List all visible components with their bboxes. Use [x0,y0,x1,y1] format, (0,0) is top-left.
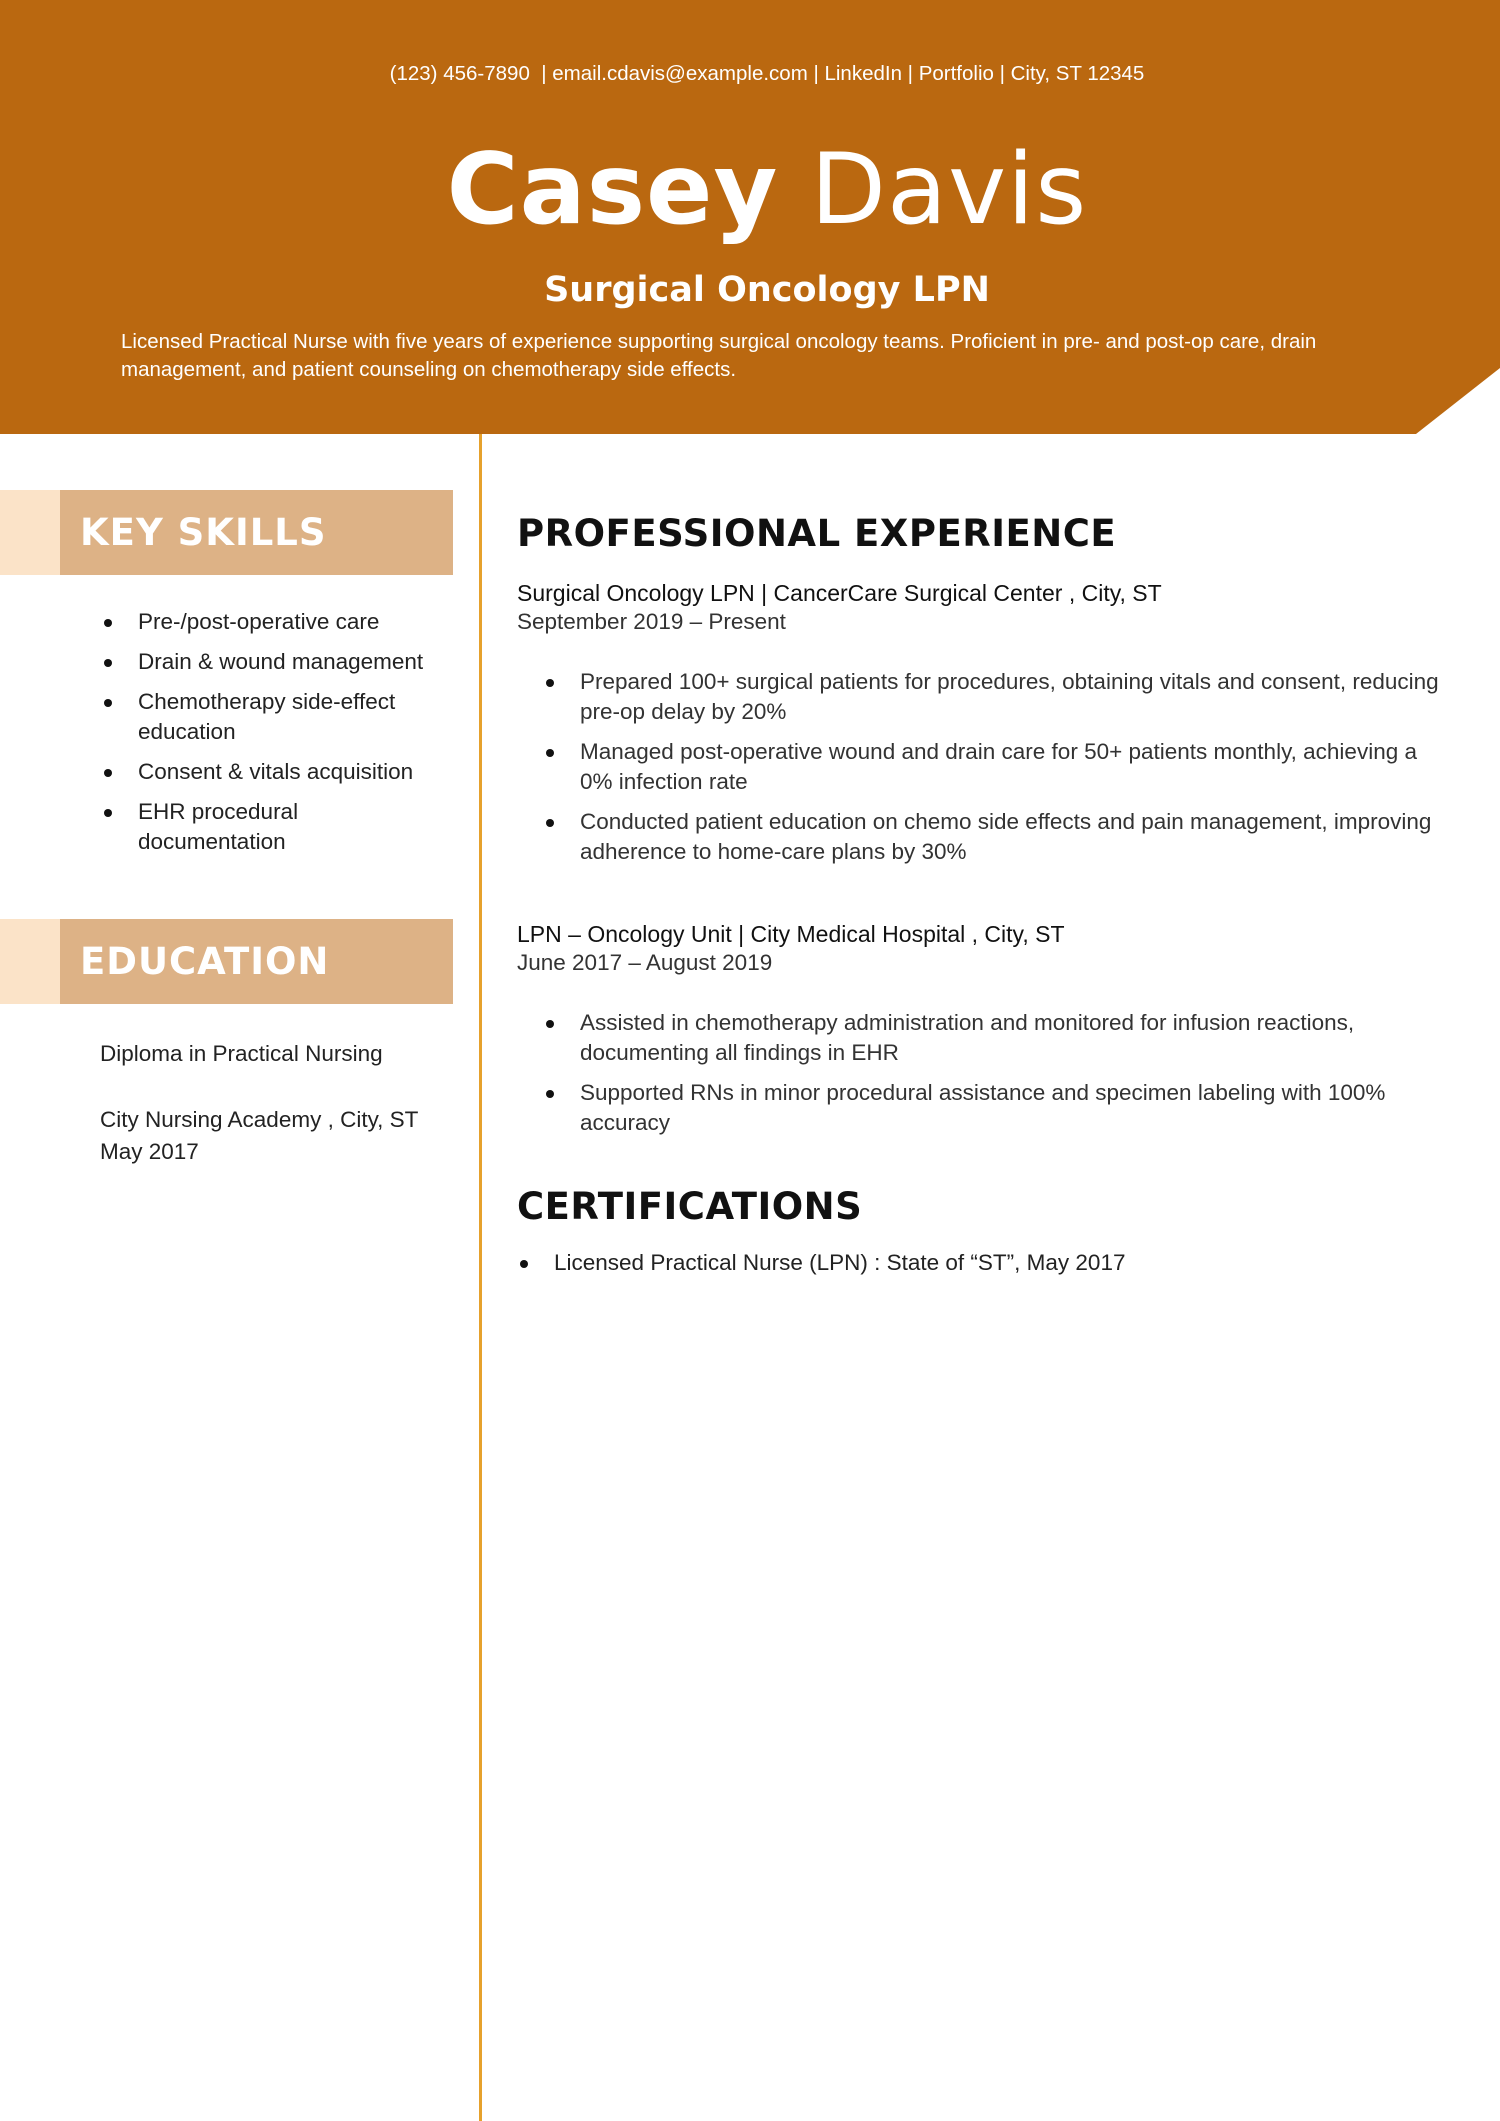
experience-heading: PROFESSIONAL EXPERIENCE [517,512,1117,555]
job-bullet: Assisted in chemotherapy administration and monitored for infusion reactions, documenting all findings in EHR [543,1008,1443,1068]
skills-list [98,607,458,867]
header-banner [0,0,1500,434]
skills-heading: KEY SKILLS [60,490,453,575]
job-dates: June 2017 – August 2019 [517,950,773,975]
education-degree: Diploma in Practical Nursing [100,1041,383,1066]
job-bullets [543,1008,1443,1148]
summary: Licensed Practical Nurse with five years of experience supporting surgical oncology teams. Proficient in pre- and post-op care, drain management, and patient counseling on chemotherapy side effects. [121,330,1317,381]
contact-line: (123) 456-7890 | email.cdavis@example.com | LinkedIn | Portfolio | City, ST 12345 [389,62,1145,85]
job-bullets [543,667,1443,877]
skill-item: EHR procedural documentation [98,797,358,857]
certification-item: Licensed Practical Nurse (LPN) : State of “ST”, May 2017 [517,1248,1417,1278]
job-bullet: Managed post-operative wound and drain care for 50+ patients monthly, achieving a 0% infection rate [543,737,1443,797]
job-bullet: Prepared 100+ surgical patients for procedures, obtaining vitals and consent, reducing pre-op delay by 20% [543,667,1443,727]
job-title: Surgical Oncology LPN | CancerCare Surgical Center , City, ST [517,580,1162,606]
education-school: City Nursing Academy , City, ST [100,1107,419,1132]
column-divider [479,434,482,2121]
certifications-list [517,1248,1417,1278]
candidate-name [0,130,1500,250]
first-name: Casey [446,133,779,247]
skill-item: Consent & vitals acquisition [98,757,458,787]
education-heading: EDUCATION [60,919,453,1004]
job-bullet: Supported RNs in minor procedural assistance and specimen labeling with 100% accuracy [543,1078,1443,1138]
job-dates: September 2019 – Present [517,609,786,634]
skills-heading-tab [0,490,60,575]
skill-item: Drain & wound management [98,647,458,677]
role-title: Surgical Oncology LPN [544,270,990,310]
skill-item: Pre-/post-operative care [98,607,458,637]
job-title: LPN – Oncology Unit | City Medical Hospital , City, ST [517,921,1065,947]
job-bullet: Conducted patient education on chemo side effects and pain management, improving adherence to home-care plans by 30% [543,807,1443,867]
skill-item: Chemotherapy side-effect education [98,687,438,747]
certifications-heading: CERTIFICATIONS [517,1185,863,1228]
education-date: May 2017 [100,1139,199,1164]
last-name: Davis [810,133,1088,247]
education-heading-tab [0,919,60,1004]
